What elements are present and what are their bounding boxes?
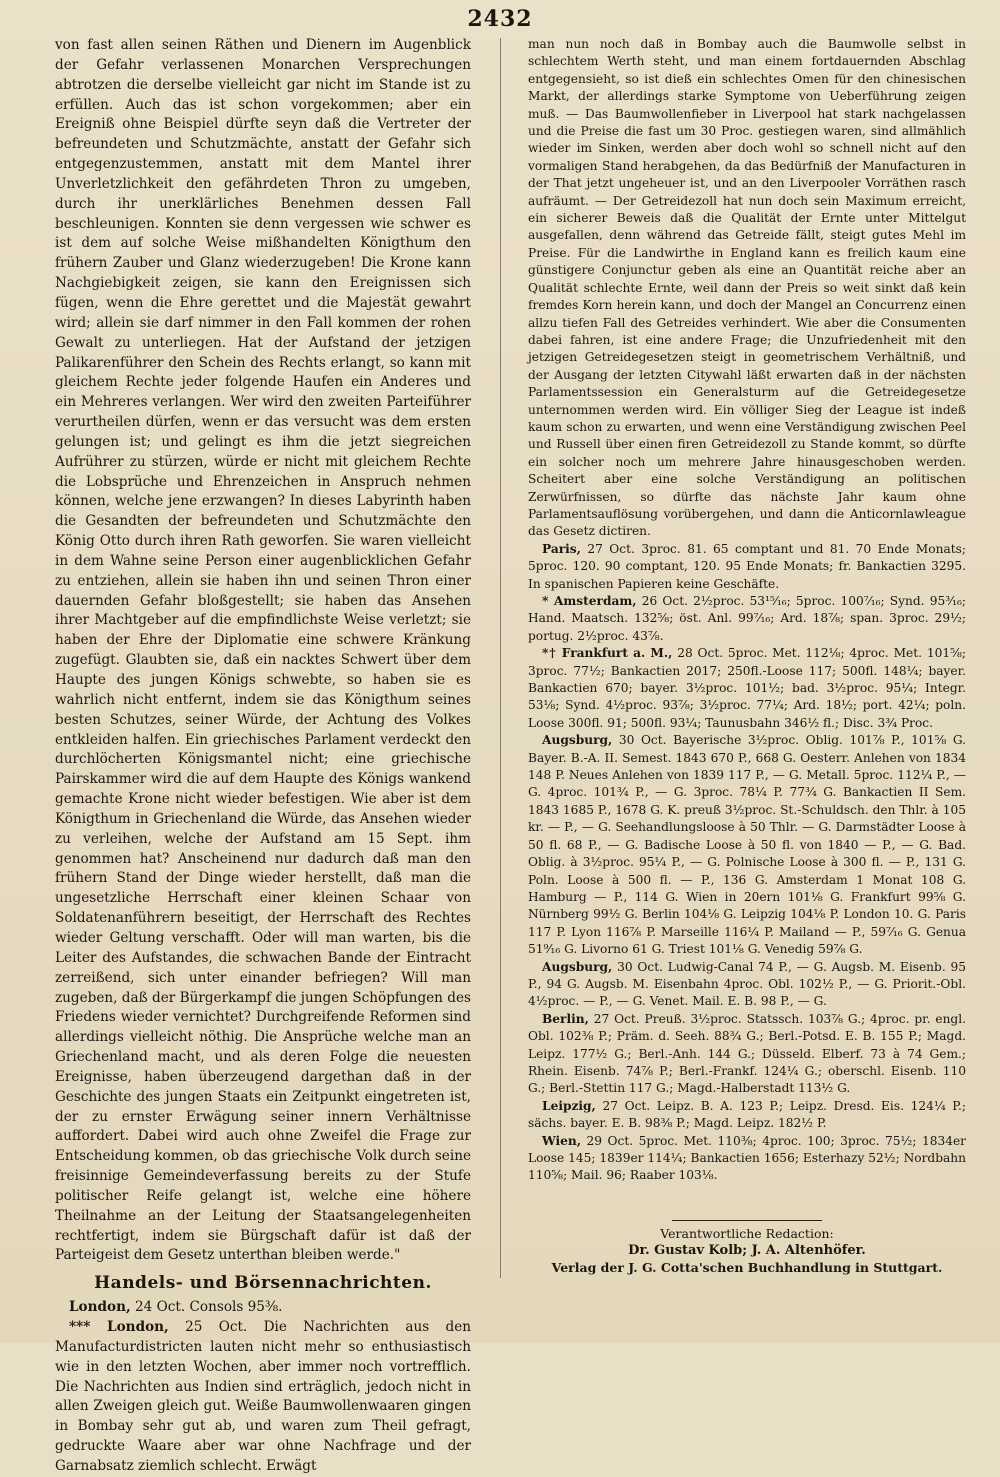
editors: Dr. Gustav Kolb; J. A. Altenhöfer. <box>628 1243 866 1258</box>
entry-text: 24 Oct. Consols 95⅜. <box>135 1299 283 1316</box>
entry-place: Paris, <box>542 541 581 556</box>
entry-text: 25 Oct. Die Nachrichten aus den Manufacturdistricten lauten nicht mehr so enthusiastisch wie in den letzten Wochen, aber immer noch vortrefflich. Die Nachrichten aus Indien sind erträglich, jedoch nicht in allen Zweigen gleich gut. Weiße Baumwollenwaaren gingen in Bombay sehr gut ab, und waren zum Theil gefragt, gedruckte Waare aber war ohne Nachfrage und der Garnabsatz ziemlich schlecht. Erwägt <box>55 1319 471 1474</box>
section-heading: Handels- und Börsennachrichten. <box>94 1273 432 1294</box>
page-number: 2432 <box>467 6 533 32</box>
right-column <box>528 36 966 1185</box>
entry-place: *† Frankfurt a. M., <box>542 646 673 661</box>
market-entry-london-short <box>55 1298 471 1318</box>
entry-text: 30 Oct. Bayerische 3½proc. Oblig. 101⅞ P., 101⅝ G. Bayer. B.-A. II. Semest. 1843 670 P., 668 G. Oesterr. Anlehen von 1834 148 P. Neues Anlehen von 1839 117 P., — G. Metall. 5proc. 112¼ P., — G. 4proc. 101¾ P., — G. 3proc. 78¼ P. 77¾ G. Bankactien II Sem. 1843 1685 P., 1678 G. K. preuß 3½proc. St.-Schuldsch. den Thlr. à 105 kr. — P., — G. Seehandlungsloose à 50 Thlr. — G. Darmstädter Loose à 50 fl. 68 P., — G. Badische Loose à 50 fl. von 1840 — P., — G. Bad. Oblig. à 3½proc. 95¼ P., — G. Polnische Loose à 300 fl. — P., 131 G. Poln. Loose à 500 fl. — P., 136 G. Amsterdam 1 Monat 108 G. Hamburg — P., 114 G. Wien in 20ern 101⅛ G. Frankfurt 99⅝ G. Nürnberg 99½ G. Berlin 104⅛ G. Leipzig 104⅛ P. London 10. G. Paris 117 P. Lyon 116⅞ P. Marseille 116¼ P. Mailand — P., 59⁷⁄₁₆ G. Genua 51⁹⁄₁₆ G. Livorno 61 G. Triest 101⅛ G. Venedig 59⅞ G. <box>528 733 967 957</box>
market-report-list <box>528 541 966 1185</box>
responsible-label: Verantwortliche Redaction: <box>660 1226 834 1241</box>
continuation-paragraph: man nun noch daß in Bombay auch die Baumwolle selbst in schlechtem Werth steht, und man einem fortdauernden Abschlag entgegensieht, so ist dieß ein schlechtes Omen für den chinesischen Markt, der allerdings starke Symptome von Ueberführung zeigen muß. — Das Baumwollenfieber in Liverpool hat stark nachgelassen und die Preise die fast um 30 Proc. gestiegen waren, sind allmählich wieder im Sinken, werden aber doch wohl so schnell nicht auf den vormaligen Stand herabgehen, da das Bedürfniß der Manufacturen in der That jetzt ungeheuer ist, und an den Liverpooler Vorräthen rasch aufräumt. — Der Getreidezoll hat nun doch sein Maximum erreicht, ein sicherer Beweis daß die Qualität der Ernte unter Mittelgut ausgefallen, denn während das Getreide fällt, steigt gutes Mehl im Preise. Für die Landwirthe in England kann es freilich kaum eine günstigere Conjunctur geben als eine an Quantität reiche aber an Qualität schlechte Ernte, weil dann der Preis so weit sinkt daß kein fremdes Korn herein kann, und doch der Mangel an Concurrenz einen allzu tiefen Fall des Getreides verhindert. Wie aber die Consumenten dabei fahren, ist eine andere Frage; die Unzufriedenheit mit den jetzigen Getreidegesetzen steigt in geometrischem Verhältniß, und der Ausgang der letzten Citywahl läßt erwarten daß in der nächsten Parlamentssession ein Generalsturm auf die Getreidegesetze unternommen werden wird. Ein völliger Sieg der League ist indeß kaum schon zu erwarten, und wenn eine Verständigung zwischen Peel und Russell über einen firen Getreidezoll zu Stande kommt, so dürfte ein solcher noch um mehrere Jahre hinausgeschoben werden. Scheitert aber eine solche Verständigung an politischen Zerwürfnissen, so dürfte das nächste Jahr kaum ohne Parlamentsauflösung vorübergehen, und dann die Anticornlawleague das Gesetz dictiren. <box>528 37 966 539</box>
entry-text: 27 Oct. Preuß. 3½proc. Statssch. 103⅞ G.; 4proc. pr. engl. Obl. 102⅜ P.; Präm. d. Seeh. 88¾ G.; Berl.-Potsd. E. B. 155 P.; Magd. Leipz. 177½ G.; Berl.-Anh. 144 G.; Düsseld. Elberf. 73 à 74 Gem.; Rhein. Eisenb. 74⅞ P.; Berl.-Frankf. 124¼ G.; oberschl. Eisenb. 110 G.; Berl.-Stettin 117 G.; Magd.-Halberstadt 113½ G. <box>528 1011 967 1096</box>
imprint-rule <box>672 1220 822 1221</box>
market-entry <box>528 732 966 958</box>
article-paragraph: von fast allen seinen Räthen und Dienern im Augenblick der Gefahr verlassenen Monarchen Versprechungen abtrotzen die derselbe vielleicht gar nicht im Stande ist zu erfüllen. Auch das ist schon vorgekommen; aber ein Ereigniß ohne Beispiel dürfte seyn daß die Vertreter der befreundeten und Schutzmächte, anstatt der Gefahr sich entgegenzustemmen, anstatt mit dem Mantel ihrer Unverletzlichkeit den gefährdeten Thron zu umgeben, durch ihr unerklärliches Benehmen dessen Fall beschleunigen. Konnten sie denn vergessen wie schwer es ist dem auf solche Weise mißhandelten Königthum den frühern Zauber und Glanz wiederzugeben! Die Krone kann Nachgiebigkeit zeigen, sie kann den Ereignissen sich fügen, wenn die Ehre gerettet und die Majestät gewahrt wird; allein sie darf nimmer in den Fall kommen der rohen Gewalt zu unterliegen. Hat der Aufstand der jetzigen Palikarenführer den Schein des Rechts erlangt, so kann mit gleichem Rechte jeder folgende Haufen ein Anderes und ein Mehreres verlangen. Wer wird den zweiten Parteiführer verurtheilen dürfen, wenn er das versucht was dem ersten gelungen ist; und gelingt es ihm die jetzt siegreichen Aufrührer zu stürzen, würde er nicht mit gleichem Rechte die Lobsprüche und Ehrenzeichen in Anspruch nehmen können, welche jene erzwangen? In dieses Labyrinth haben die Gesandten der befreundeten und Schutzmächte den König Otto durch ihren Rath geworfen. Sie waren vielleicht in dem Wahne seine Person einer augenblicklichen Gefahr zu entziehen, allein sie haben ihn und seinen Thron einer dauernden Gefahr bloßgestellt; sie haben das Ansehen ihrer Machtgeber auf die empfindlichste Weise verletzt; sie haben der Ehre der Diplomatie eine schwere Kränkung zugefügt. Glaubten sie, daß ein nacktes Schwert über dem Haupte des jungen Königs schwebte, so haben sie es wahrlich nicht entfernt, indem sie das Königthum seines besten Schutzes, seiner Würde, der Achtung des Volkes entkleiden halfen. Ein griechisches Parlament verdeckt den durchlöcherten Königsmantel nicht; eine griechische Pairskammer wird die auf dem Haupte des Königs wankend gemachte Krone nicht wieder befestigen. Wie aber ist dem Königthum in Griechenland die Würde, das Ansehen wieder zu verleihen, welche der Aufstand am 15 Sept. ihm genommen hat? Anscheinend nur dadurch daß man den frühern Stand der Dinge wieder herstellt, daß man die ungesetzliche Herrschaft einer kleinen Schaar von Soldatenanführern beseitigt, der Herrschaft des Rechtes wieder Geltung verschafft. Oder will man warten, bis die Leiter des Aufstandes, die schwachen Bande der Eintracht zerreißend, sich unter einander befriegen? Will man zugeben, daß der Bürgerkampf die jungen Schöpfungen des Friedens wieder vernichtet? Durchgreifende Reformen sind allerdings vielleicht nöthig. Die Ansprüche welche man an Griechenland macht, und als deren Folge die neuesten Ereignisse, haben überzeugend dargethan daß in der Geschichte des jungen Staats ein Zeitpunkt eingetreten ist, der zu ernster Erwägung seiner innern Verhältnisse auffordert. Dabei wird auch ohne Zweifel die Frage zur Entscheidung kommen, ob das griechische Volk durch seine freisinnige Gemeindeverfassung bereits zu der Stufe politischer Reife gelangt ist, welche eine höhere Theilnahme an der Leitung der Staatsangelegenheiten rechtfertigt, indem sie Bürgschaft dafür ist daß der Parteigeist dem Gesetz unterthan bleiben werde." <box>55 37 471 1264</box>
market-entry <box>528 645 966 732</box>
market-entry-london-long <box>55 1318 471 1477</box>
entry-place: *** London, <box>69 1319 169 1335</box>
entry-text: 29 Oct. 5proc. Met. 110⅜; 4proc. 100; 3proc. 75½; 1834er Loose 145; 1839er 114¼; Bankactien 1656; Esterhazy 52½; Nordbahn 110⅝; Mail. 96; Raaber 103⅛. <box>528 1133 967 1183</box>
entry-place: Wien, <box>542 1133 581 1148</box>
entry-place: * Amsterdam, <box>542 594 637 608</box>
column-divider <box>500 38 501 1278</box>
entry-text: 26 Oct. 2½proc. 53¹⁵⁄₁₆; 5proc. 100⁷⁄₁₆; Synd. 95³⁄₁₆; Hand. Maatsch. 132⅝; öst. Anl. 99⁷⁄₁₆; Ard. 18⅞; span. 3proc. 29½; portug. 2½proc. 43⅞. <box>528 594 966 643</box>
market-entry <box>528 1011 966 1098</box>
entry-text: 30 Oct. Ludwig-Canal 74 P., — G. Augsb. M. Eisenb. 95 P., 94 G. Augsb. M. Eisenbahn 4proc. Obl. 102½ P., — G. Priorit.-Obl. 4½proc. — P., — G. Venet. Mail. E. B. 98 P., — G. <box>528 959 966 1009</box>
market-entry <box>528 959 966 1011</box>
publisher: Verlag der J. G. Cotta'schen Buchhandlung in Stuttgart. <box>551 1260 943 1275</box>
market-entry <box>528 1133 966 1185</box>
market-entry <box>528 1098 966 1133</box>
entry-place: Leipzig, <box>542 1098 596 1113</box>
market-entry <box>528 541 966 593</box>
entry-place: Augsburg, <box>542 733 613 748</box>
entry-text: 28 Oct. 5proc. Met. 112⅛; 4proc. Met. 101⅝; 3proc. 77½; Bankactien 2017; 250fl.-Loose 117; 500fl. 148¼; bayer. Bankactien 670; bayer. 3½proc. 101½; bad. 3½proc. 95¼; Integr. 53⅛; Synd. 4½proc. 93⅞; 3½proc. 77¼; Ard. 18½; port. 42¼; poln. Loose 300fl. 91; 500fl. 93¼; Taunusbahn 346½ fl.; Disc. 3¾ Proc. <box>528 646 967 730</box>
entry-place: London, <box>69 1299 131 1316</box>
entry-text: 27 Oct. Leipz. B. A. 123 P.; Leipz. Dresd. Eis. 124¼ P.; sächs. bayer. E. B. 98⅜ P.; Magd. Leipz. 182½ P. <box>528 1098 966 1131</box>
market-entry <box>528 593 966 645</box>
imprint <box>528 1220 966 1276</box>
entry-place: Augsburg, <box>542 959 613 974</box>
entry-text: 27 Oct. 3proc. 81. 65 comptant und 81. 70 Ende Monats; 5proc. 120. 90 comptant, 120. 95 Ende Monats; fr. Bankactien 3295. In spanischen Papieren keine Geschäfte. <box>528 541 967 591</box>
left-column <box>55 36 471 1477</box>
entry-place: Berlin, <box>542 1011 589 1026</box>
